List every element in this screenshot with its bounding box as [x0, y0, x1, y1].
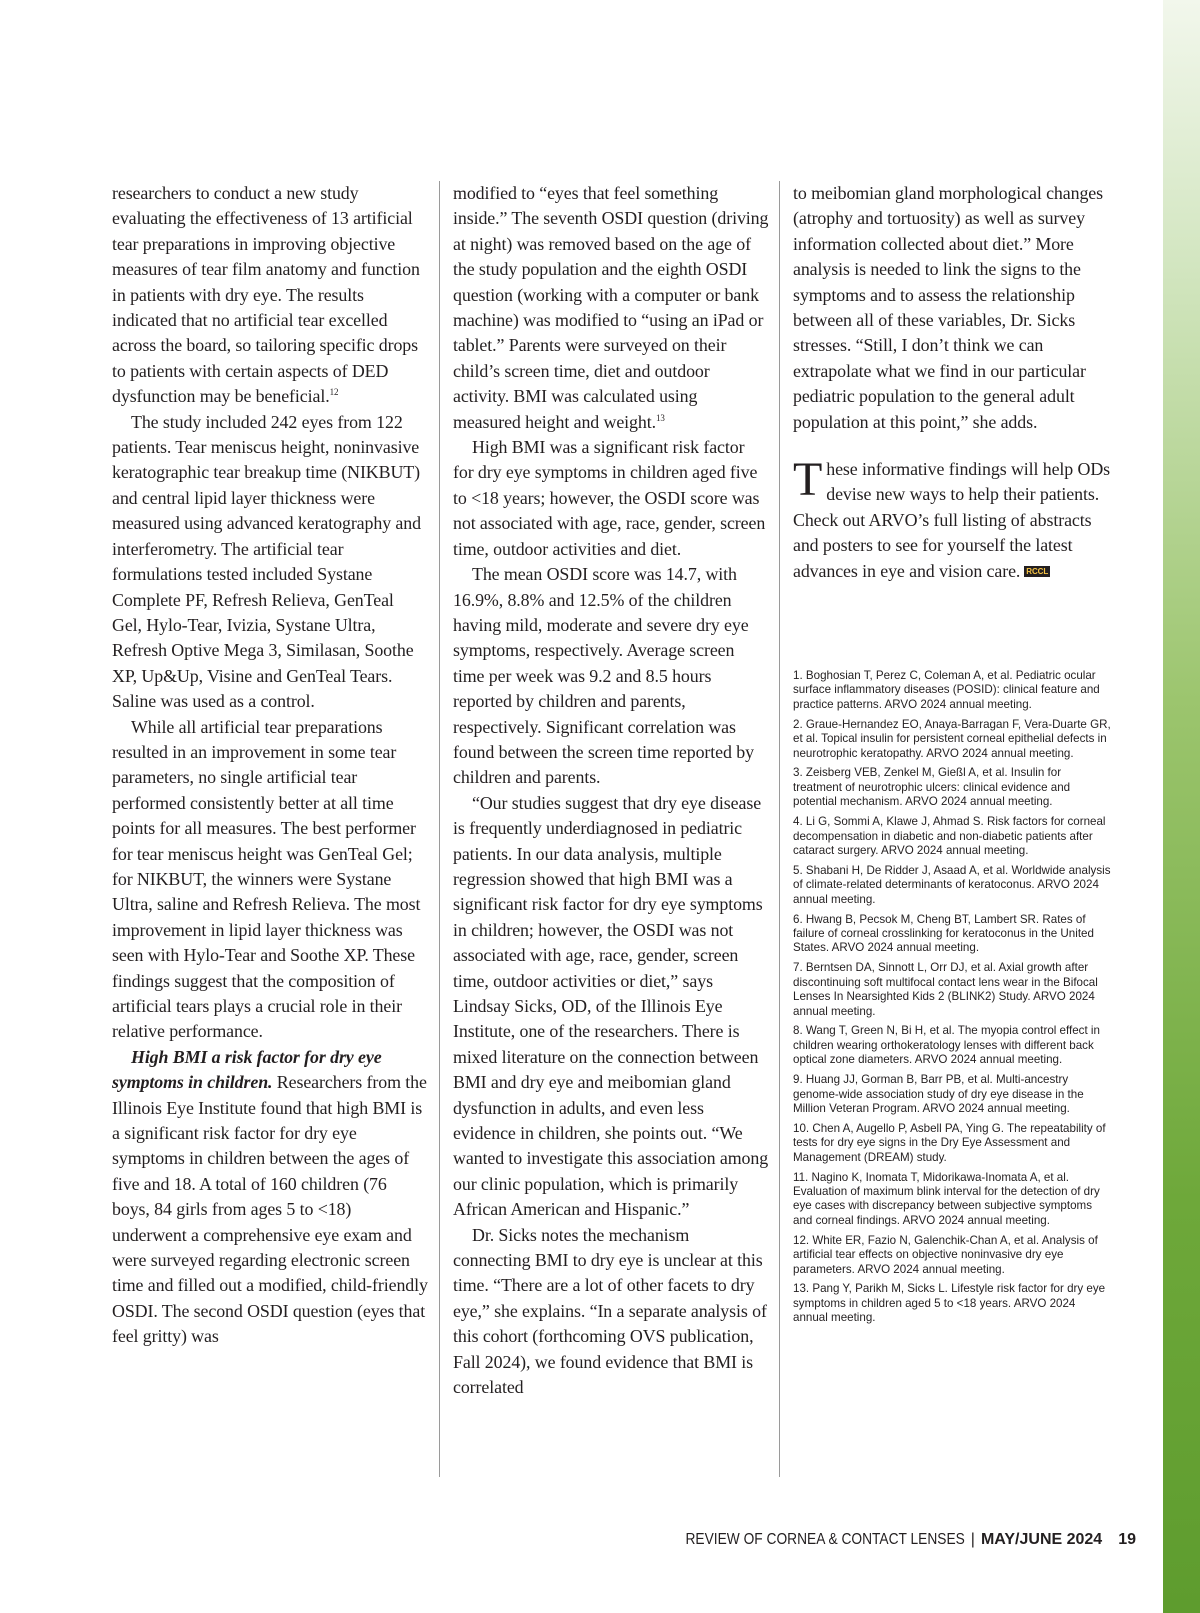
paragraph: High BMI a risk factor for dry eye symptoms in children. Researchers from the Illinois Eye Institute found that high BMI is a significant risk factor for dry eye symptoms in children between the ages of five and 18. A total of 160 children (76 boys, 84 girls from ages 5 to <18) underwent a comprehensive eye exam and were surveyed regarding electronic screen time and filled out a modified, child-friendly OSDI. The second OSDI question (eyes that feel gritty) was: [112, 1046, 428, 1347]
publication-name: REVIEW OF CORNEA & CONTACT LENSES: [685, 1531, 965, 1548]
footer-separator: |: [970, 1531, 975, 1548]
reference-item: 6. Hwang B, Pecsok M, Cheng BT, Lambert SR. Rates of failure of corneal crosslinking for keratoconus in the United States. ARVO 2024 annual meeting.: [793, 912, 1094, 955]
article-column-3: [793, 181, 1113, 584]
paragraph: The mean OSDI score was 14.7, with 16.9%, 8.8% and 12.5% of the children having mild, moderate and severe dry eye symptoms, respectively. Average screen time per week was 9.2 and 8.5 hours reported by children and parents, respectively. Significant correlation was found between the screen time reported by children and parents.: [453, 564, 754, 788]
reference-item: 7. Berntsen DA, Sinnott L, Orr DJ, et al. Axial growth after discontinuing soft multifocal contact lens wear in the Bifocal Lenses In Nearsighted Kids 2 (BLINK2) Study. ARVO 2024 annual meeting.: [793, 961, 1098, 1018]
reference-item: 9. Huang JJ, Gorman B, Barr PB, et al. Multi-ancestry genome-wide association study of dry eye disease in the Million Veteran Program. ARVO 2024 annual meeting.: [793, 1073, 1084, 1115]
reference-item: 2. Graue-Hernandez EO, Anaya-Barragan F, Vera-Duarte GR, et al. Topical insulin for persistent corneal epithelial defects in neurotrophic keratopathy. ARVO 2024 annual meeting.: [793, 717, 1111, 760]
reference-item: 4. Li G, Sommi A, Klawe J, Ahmad S. Risk factors for corneal decompensation in diabetic and non-diabetic patients after cataract surgery. ARVO 2024 annual meeting.: [793, 815, 1106, 857]
green-sidebar-band: [1163, 0, 1200, 1613]
reference-item: 11. Nagino K, Inomata T, Midorikawa-Inomata A, et al. Evaluation of maximum blink interval for the detection of dry eye cases with discrepancy between subjective symptoms and corneal findings. ARVO 2024 annual meeting.: [793, 1170, 1100, 1227]
issue-date: MAY/JUNE 2024: [980, 1531, 1103, 1548]
paragraph: Dr. Sicks notes the mechanism connecting BMI to dry eye is unclear at this time. “There are a lot of other facets to dry eye,” she explains. “In a separate analysis of this cohort (forthcoming OVS publication, Fall 2024), we found evidence that BMI is correlated: [453, 1224, 767, 1398]
paragraph: The study included 242 eyes from 122 patients. Tear meniscus height, noninvasive keratographic tear breakup time (NIKBUT) and central lipid layer thickness were measured using advanced keratography and interferometry. The artificial tear formulations tested included Systane Complete PF, Refresh Relieva, GenTeal Gel, Hylo-Tear, Ivizia, Systane Ultra, Refresh Optive Mega 3, Similasan, Soothe XP, Up&Up, Visine and GenTeal Tears. Saline was used as a control.: [112, 411, 421, 712]
column-divider: [439, 181, 440, 1477]
reference-superscript[interactable]: 12: [329, 387, 339, 398]
paragraph: High BMI was a significant risk factor for dry eye symptoms in children aged five to <18 years; however, the OSDI score was not associated with age, race, gender, screen time, outdoor activities and diet.: [453, 437, 766, 559]
paragraph: “Our studies suggest that dry eye disease is frequently underdiagnosed in pediatric patients. In our data analysis, multiple regression showed that high BMI was a significant risk factor for dry eye symptoms in children; however, the OSDI was not associated with age, race, gender, screen time, outdoor activities or diet,” says Lindsay Sicks, OD, of the Illinois Eye Institute, one of the researchers. There is mixed literature on the connection between BMI and dry eye and meibomian gland dysfunction in adults, and even less evidence in children, she points out. “We wanted to investigate this association among our clinic population, which is primarily African American and Hispanic.”: [453, 792, 769, 1220]
column-divider: [779, 181, 780, 1477]
article-column-2: [453, 181, 769, 1401]
section-subheading: High BMI a risk factor for dry eye symptoms in children.: [112, 1046, 382, 1093]
reference-item: 12. White ER, Fazio N, Galenchik-Chan A, et al. Analysis of artificial tear effects on objective noninvasive dry eye parameters. ARVO 2024 annual meeting.: [793, 1233, 1098, 1276]
paragraph: to meibomian gland morphological changes (atrophy and tortuosity) as well as survey information collected about diet.” More analysis is needed to link the signs to the symptoms and to assess the relationship between all of these variables, Dr. Sicks stresses. “Still, I don’t think we can extrapolate what we find in our particular pediatric population to the general adult population at this point,” she adds.: [793, 183, 1104, 432]
drop-cap: T: [793, 453, 823, 507]
reference-superscript[interactable]: 13: [655, 412, 665, 423]
reference-item: 3. Zeisberg VEB, Zenkel M, Gießl A, et al. Insulin for treatment of neurotrophic ulcers: clinical evidence and potential mechanism. ARVO 2024 annual meeting.: [793, 766, 1071, 809]
reference-item: 1. Boghosian T, Perez C, Coleman A, et al. Pediatric ocular surface inflammatory diseases (POSID): clinical feature and practice patterns. ARVO 2024 annual meeting.: [793, 669, 1100, 711]
reference-item: 5. Shabani H, De Ridder J, Asaad A, et al. Worldwide analysis of climate-related determinants of keratoconus. ARVO 2024 annual meeting.: [793, 863, 1111, 906]
article-column-1: [112, 181, 428, 1350]
references-list: [793, 669, 1111, 1331]
page-number: 19: [1118, 1531, 1136, 1548]
reference-item: 13. Pang Y, Parikh M, Sicks L. Lifestyle risk factor for dry eye symptoms in children aged 5 to <18 years. ARVO 2024 annual meeting.: [793, 1282, 1106, 1325]
end-mark-icon: RCCL: [1026, 566, 1049, 576]
page-footer: [640, 1531, 1136, 1549]
paragraph: While all artificial tear preparations resulted in an improvement in some tear parameters, no single artificial tear performed consistently better at all time points for all measures. The best performer for tear meniscus height was GenTeal Gel; for NIKBUT, the winners were Systane Ultra, saline and Refresh Relieva. The most improvement in lipid layer thickness was seen with Hylo-Tear and Soothe XP. These findings suggest that the composition of artificial tears plays a crucial role in their relative performance.: [112, 716, 421, 1042]
paragraph: researchers to conduct a new study evaluating the effectiveness of 13 artificial tear preparations in improving objective measures of tear film anatomy and function in patients with dry eye. The results indicated that no artificial tear excelled across the board, so tailoring specific drops to patients with certain aspects of DED dysfunction may be beneficial.$^{12}$: [112, 183, 420, 407]
reference-item: 10. Chen A, Augello P, Asbell PA, Ying G. The repeatability of tests for dry eye signs in the Dry Eye Assessment and Management (DREAM) study.: [793, 1121, 1106, 1164]
closing-callout: These informative findings will help ODs devise new ways to help their patients. Check out ARVO’s full listing of abstracts and posters to see for yourself the latest advances in eye and vision care. RCCL: [793, 453, 1111, 581]
reference-item: 8. Wang T, Green N, Bi H, et al. The myopia control effect in children wearing orthokeratology lenses with different back optical zone diameters. ARVO 2024 annual meeting.: [793, 1024, 1100, 1067]
paragraph: modified to “eyes that feel something inside.” The seventh OSDI question (driving at night) was removed based on the age of the study population and the eighth OSDI question (working with a computer or bank machine) was modified to “using an iPad or tablet.” Parents were surveyed on their child’s screen time, diet and outdoor activity. BMI was calculated using measured height and weight.$^{13}$: [453, 183, 769, 432]
